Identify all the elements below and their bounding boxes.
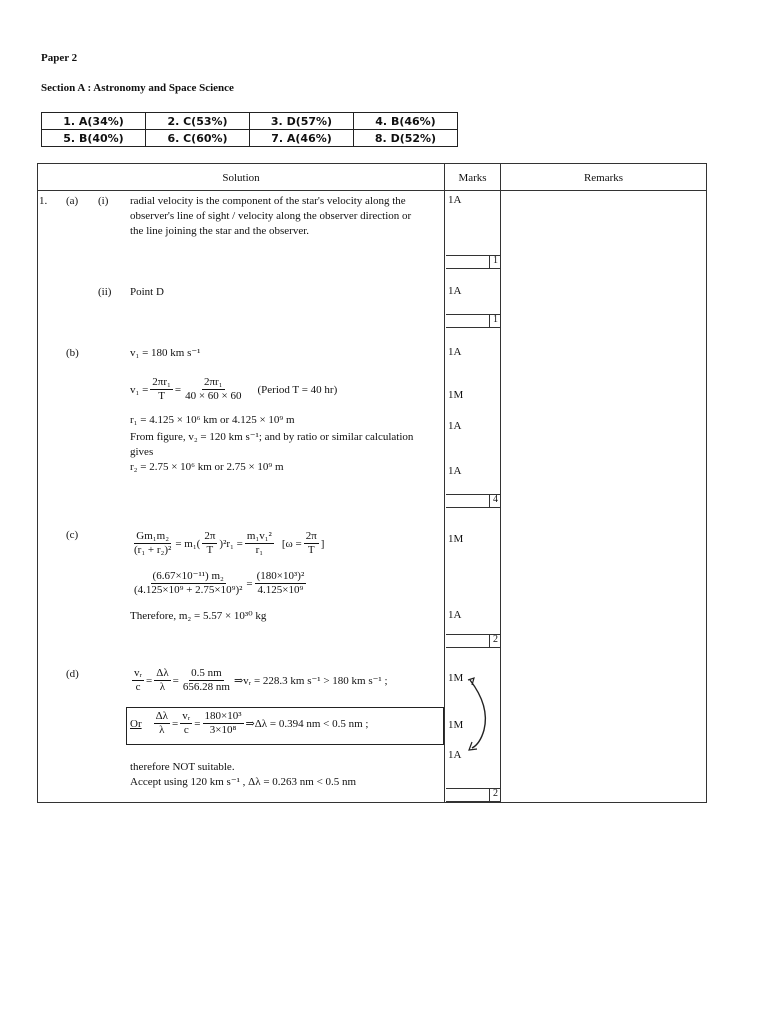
- mark-b-4: 1A: [448, 465, 462, 477]
- fraction: [132, 570, 244, 597]
- fraction: [203, 710, 244, 737]
- eq-text: [ω =: [281, 537, 302, 550]
- fraction: [180, 710, 192, 737]
- eq-text: =: [172, 674, 179, 687]
- numerator: 180×10³: [204, 710, 242, 722]
- mcq-cell: 3. D(57%): [250, 113, 354, 130]
- part-b-r2: r₂ = 2.75 × 10⁶ km or 2.75 × 10⁹ m: [130, 461, 284, 473]
- subtotal-a-i: [446, 255, 500, 269]
- mark-d-2: 1M: [448, 719, 464, 731]
- numerator: vᵣ: [134, 667, 143, 679]
- alternative-bracket-arrow-icon: [464, 676, 494, 756]
- part-b-figure-note: From figure, v₂ = 120 km s⁻¹; and by ratio or similar calculation gives: [130, 431, 414, 458]
- numerator: 2πr₁: [204, 376, 223, 388]
- fraction: [183, 376, 243, 403]
- denominator: (4.125×10⁹ + 2.75×10⁹)²: [134, 584, 243, 596]
- part-b-equation: [130, 376, 337, 403]
- table-border-top: [37, 163, 707, 164]
- mcq-cell: 7. A(46%): [250, 130, 354, 147]
- part-d-conclusion: therefore NOT suitable.: [130, 761, 235, 773]
- numerator: Gm₁m₂: [136, 530, 170, 542]
- column-divider-remarks: [500, 163, 501, 803]
- eq-text: =: [174, 383, 182, 396]
- header-solution: Solution: [222, 172, 260, 184]
- part-c-result: Therefore, m₂ = 5.57 × 10³⁰ kg: [130, 610, 267, 622]
- numerator: Δλ: [156, 667, 169, 679]
- eq-text: =: [246, 577, 253, 590]
- part-d-equation-1: [130, 667, 388, 694]
- table-row: [42, 130, 458, 147]
- numerator: m₁v₁²: [246, 530, 272, 542]
- mark-d-3: 1A: [448, 749, 462, 761]
- fraction: [245, 530, 274, 557]
- mcq-cell: 4. B(46%): [354, 113, 458, 130]
- part-d-accept-note: Accept using 120 km s⁻¹ , Δλ = 0.263 nm < 0.5 nm: [130, 776, 357, 788]
- part-a-i-answer: radial velocity is the component of the star's velocity along the observer's line of sight / velocity along the observer direction or the line joining the star and the observer.: [130, 195, 412, 237]
- denominator: c: [183, 724, 189, 736]
- mcq-cell: 1. A(34%): [42, 113, 146, 130]
- table-header-divider: [37, 190, 707, 191]
- question-number: 1.: [39, 195, 48, 207]
- header-marks: Marks: [458, 172, 487, 184]
- denominator: λ: [159, 681, 166, 693]
- mark-c-2: 1A: [448, 609, 462, 621]
- subtotal-value: 1: [493, 314, 498, 325]
- mark-b-3: 1A: [448, 420, 462, 432]
- mcq-cell: 2. C(53%): [146, 113, 250, 130]
- part-d-equation-2: [130, 710, 368, 737]
- eq-text: ⇒vᵣ = 228.3 km s⁻¹ > 180 km s⁻¹ ;: [233, 675, 388, 687]
- numerator: vᵣ: [182, 710, 191, 722]
- mark-a-i: 1A: [448, 194, 462, 206]
- subtotal-value: 2: [493, 788, 498, 799]
- mcq-cell: 8. D(52%): [354, 130, 458, 147]
- header-remarks: Remarks: [583, 172, 624, 184]
- part-b-r1: r₁ = 4.125 × 10⁶ km or 4.125 × 10⁹ m: [130, 414, 295, 426]
- part-a-ii-answer: Point D: [130, 286, 164, 298]
- table-border-left: [37, 163, 38, 803]
- subtotal-d: [446, 788, 500, 802]
- fraction: [255, 570, 307, 597]
- denominator: 656.28 nm: [182, 681, 230, 693]
- part-d-label: (d): [66, 668, 79, 680]
- eq-text: = m₁(: [175, 537, 201, 550]
- denominator: (r₁ + r₂)²: [134, 544, 172, 556]
- denominator: T: [158, 390, 165, 402]
- mark-b-1: 1A: [448, 346, 462, 358]
- or-label: Or: [130, 717, 142, 730]
- table-border-bottom: [37, 802, 707, 803]
- part-c-label: (c): [66, 529, 79, 541]
- paper-title: Paper 2: [41, 52, 78, 64]
- denominator: λ: [159, 724, 165, 736]
- fraction: [132, 530, 173, 557]
- subtotal-b: [446, 494, 500, 508]
- mark-a-ii: 1A: [448, 285, 462, 297]
- mark-c-1: 1M: [448, 533, 464, 545]
- subtotal-value: 2: [493, 634, 498, 645]
- denominator: T: [307, 544, 315, 556]
- fraction: [202, 530, 217, 557]
- table-row: [42, 113, 458, 130]
- eq-text: =: [172, 717, 179, 730]
- numerator: 2πr₁: [152, 376, 171, 388]
- part-b-label: (b): [66, 347, 79, 359]
- denominator: 3×10⁸: [209, 724, 237, 736]
- mcq-answer-table: [41, 112, 458, 147]
- part-b-line1: v₁ = 180 km s⁻¹: [130, 347, 201, 359]
- numerator: 0.5 nm: [191, 667, 222, 679]
- subtotal-value: 1: [493, 255, 498, 266]
- numerator: 2π: [204, 530, 216, 542]
- part-a-label: (a): [66, 195, 79, 207]
- denominator: 4.125×10⁹: [257, 584, 304, 596]
- eq-text: ]: [320, 537, 325, 550]
- numerator: (180×10³)²: [256, 570, 305, 582]
- subtotal-a-ii: [446, 314, 500, 328]
- subtotal-c: [446, 634, 500, 648]
- fraction: [150, 376, 173, 403]
- numerator: 2π: [305, 530, 317, 542]
- numerator: Δλ: [155, 710, 169, 722]
- denominator: c: [135, 681, 141, 693]
- eq-text: =: [146, 674, 153, 687]
- fraction: [154, 667, 170, 694]
- subtotal-value: 4: [493, 494, 498, 505]
- eq-text: =: [194, 717, 201, 730]
- column-divider-marks: [444, 163, 445, 803]
- period-note: (Period T = 40 hr): [257, 383, 338, 396]
- mcq-cell: 5. B(40%): [42, 130, 146, 147]
- part-a-ii-label: (ii): [98, 286, 112, 298]
- mark-d-1: 1M: [448, 672, 464, 684]
- fraction: [154, 710, 170, 737]
- eq-text: ⇒Δλ = 0.394 nm < 0.5 nm ;: [245, 718, 369, 730]
- mcq-cell: 6. C(60%): [146, 130, 250, 147]
- numerator: (6.67×10⁻¹¹) m₂: [152, 570, 224, 582]
- eq-text: )²r₁ =: [219, 537, 243, 550]
- denominator: r₁: [255, 544, 264, 556]
- table-border-right: [706, 163, 707, 803]
- denominator: 40 × 60 × 60: [185, 390, 242, 402]
- section-title: Section A : Astronomy and Space Science: [41, 82, 234, 94]
- fraction: [304, 530, 319, 557]
- part-c-equation-2: [130, 570, 308, 597]
- part-a-i-label: (i): [98, 195, 109, 207]
- denominator: T: [206, 544, 214, 556]
- part-c-equation-1: [130, 530, 324, 557]
- mark-b-2: 1M: [448, 389, 464, 401]
- eq-text: v₁ =: [130, 383, 149, 396]
- fraction: [181, 667, 232, 694]
- fraction: [132, 667, 144, 694]
